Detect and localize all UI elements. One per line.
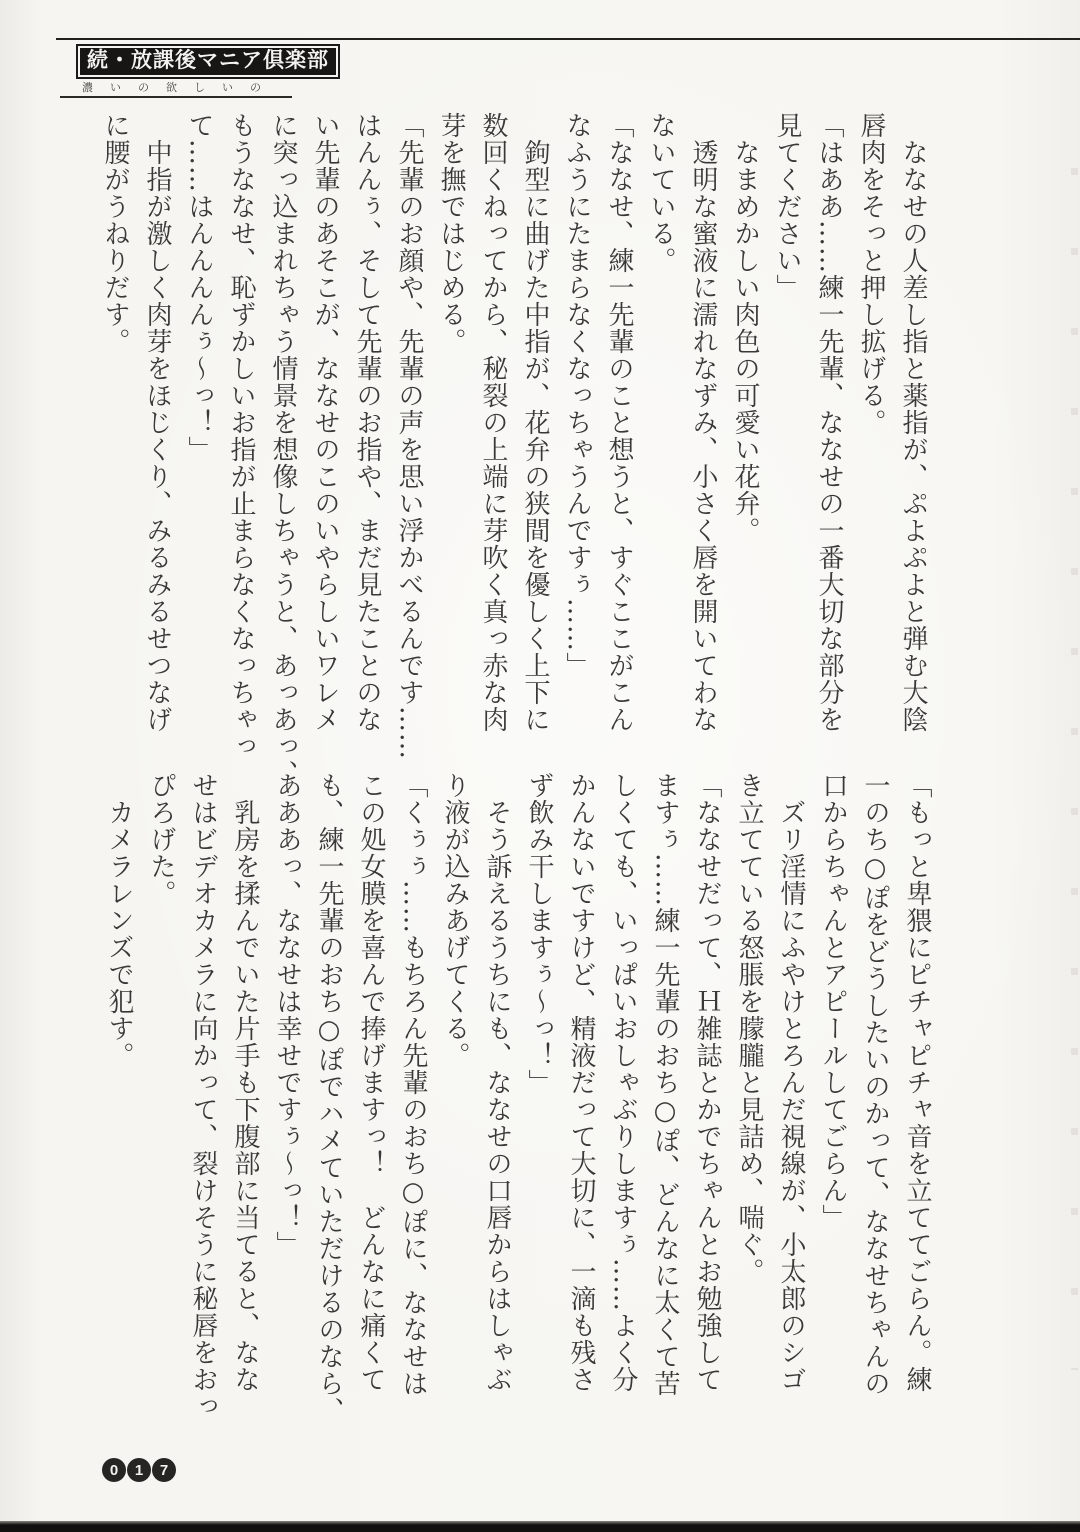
header-rule	[60, 96, 292, 98]
text-line: 見てください」	[772, 112, 802, 301]
text-line: 「はああ……練一先輩、ななせの一番大切な部分を	[814, 112, 844, 733]
bottom-edge-bar	[0, 1521, 1080, 1532]
text-block-lower	[98, 772, 938, 1424]
text-line: なふうにたまらなくなっちゃうんですぅ……」	[562, 112, 592, 679]
text-line: しくても、いっぱいおしゃぶりしますぅ……よく分	[608, 772, 638, 1393]
text-line: ますぅ……練一先輩のおち○ぽ、どんなに太くて苦	[650, 772, 680, 1397]
text-line: ぴろげた。	[146, 772, 176, 907]
text-line: き立てている怒脹を朦朧と見詰め、喘ぐ。	[734, 772, 764, 1285]
series-logo	[76, 44, 340, 79]
text-line: かんないですけど、精液だって大切に、一滴も残さ	[566, 772, 596, 1393]
text-line: 「先輩のお顔や、先輩の声を思い浮かべるんです……	[394, 112, 424, 760]
text-line: 「ななせだって、Ｈ雑誌とかでちゃんとお勉強して	[692, 772, 722, 1393]
text-line: カメラレンズで犯す。	[104, 772, 134, 1069]
text-line: に腰がうねりだす。	[100, 112, 130, 355]
text-line: 乳房を揉んでいた片手も下腹部に当てると、なな	[230, 772, 260, 1393]
text-line: もうななせ、恥ずかしいお指が止まらなくなっちゃっ	[226, 112, 256, 760]
text-line: 「ななせ、練一先輩のこと想うと、すぐここがこん	[604, 112, 634, 733]
text-line: 数回くねってから、秘裂の上端に芽吹く真っ赤な肉	[478, 112, 508, 733]
text-line: 一のち○ぽをどうしたいのかって、ななせちゃんの	[860, 772, 890, 1397]
text-line: ななせの人差し指と薬指が、ぷよぷよと弾む大陰	[898, 112, 928, 733]
text-line: ず飲み干しますぅ〜っ！」	[524, 772, 554, 1096]
text-line: この処女膜を喜んで捧げますっ！ どんなに痛くて	[356, 772, 386, 1393]
page-number-digit: 0	[102, 1458, 126, 1482]
text-line: 透明な蜜液に濡れなずみ、小さく唇を開いてわな	[688, 112, 718, 733]
text-line: 唇肉をそっと押し拡げる。	[856, 112, 886, 436]
series-logo-title: 続・放課後マニア倶楽部	[80, 48, 336, 75]
text-line: なまめかしい肉色の可愛い花弁。	[730, 112, 760, 544]
text-line: り液が込みあげてくる。	[440, 772, 470, 1069]
text-line: 「もっと卑猥にピチャピチャ音を立ててごらん。練	[902, 772, 932, 1393]
text-line: そう訴えるうちにも、ななせの口唇からはしゃぶ	[482, 772, 512, 1393]
series-logo-subtitle: 濃いの欲しいの	[82, 81, 278, 94]
text-block-upper	[94, 112, 934, 787]
scan-bleed-artifact	[1071, 130, 1078, 1370]
text-line: 口からちゃんとアピールしてごらん」	[818, 772, 848, 1231]
text-line: ズリ淫情にふやけとろんだ視線が、小太郎のシゴ	[776, 772, 806, 1393]
text-line: に突っ込まれちゃう情景を想像しちゃうと、あっあっ、	[268, 112, 298, 787]
text-line: て……はんんんんぅ〜っ！」	[184, 112, 214, 463]
top-rule	[56, 38, 1080, 40]
text-line: せはビデオカメラに向かって、裂けそうに秘唇をおっ	[188, 772, 218, 1420]
text-line: い先輩のあそこが、ななせのこのいやらしいワレメ	[310, 112, 340, 733]
page-number-digit: 7	[152, 1458, 176, 1482]
text-line: 「くぅぅ……もちろん先輩のおち○ぽに、ななせは	[398, 772, 428, 1397]
text-line: 芽を撫ではじめる。	[436, 112, 466, 355]
text-line: ないている。	[646, 112, 676, 274]
text-line: 中指が激しく肉芽をほじくり、みるみるせつなげ	[142, 112, 172, 733]
text-line: はんんぅ、そして先輩のお指や、まだ見たことのな	[352, 112, 382, 733]
page-number-digit: 1	[127, 1458, 151, 1482]
text-line: あああっ、ななせは幸せですぅ〜っ！」	[272, 772, 302, 1258]
text-line: 鉤型に曲げた中指が、花弁の狭間を優しく上下に	[520, 112, 550, 733]
text-line: も、練一先輩のおち○ぽでハメていただけるのなら、	[314, 772, 344, 1424]
page-number	[102, 1458, 176, 1482]
